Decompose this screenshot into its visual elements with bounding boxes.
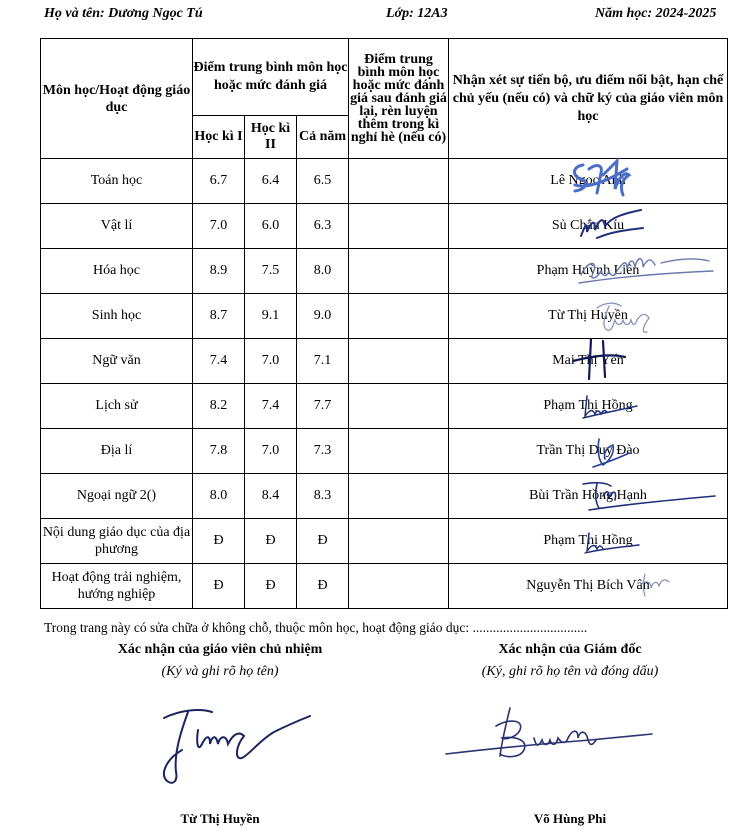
table-row — [41, 519, 728, 564]
table-row — [41, 249, 728, 294]
term1-score: 8.9 — [193, 249, 245, 294]
principal-name: Võ Hùng Phi — [533, 811, 607, 826]
subject-cell: Vật lí — [41, 204, 193, 249]
year-score: Đ — [297, 519, 349, 564]
reassessment-cell — [349, 429, 449, 474]
year-score: 8.0 — [297, 249, 349, 294]
subject-cell: Sinh học — [41, 294, 193, 339]
term2-score: Đ — [245, 519, 297, 564]
teacher-signature — [579, 386, 639, 426]
class-label: Lớp: 12A3 — [386, 6, 448, 21]
teacher-signature — [577, 251, 717, 291]
teacher-name: Bùi Trần Hồng Hạnh — [529, 488, 647, 503]
teacher-signature — [591, 296, 661, 336]
reassessment-cell — [349, 519, 449, 564]
term1-score: Đ — [193, 564, 245, 609]
reassessment-cell — [349, 339, 449, 384]
homeroom-confirm-title: Xác nhận của giáo viên chủ nhiệm — [117, 642, 323, 657]
teacher-signature — [569, 335, 629, 383]
year-score: 6.5 — [297, 159, 349, 204]
school-year: Năm học: 2024-2025 — [595, 6, 717, 21]
homeroom-confirm-sub: (Ký và ghi rõ họ tên) — [161, 664, 279, 679]
homeroom-signature — [150, 700, 320, 790]
term1-header: Học kì I — [193, 116, 245, 159]
teacher-cell — [449, 564, 728, 609]
reassessment-cell — [349, 159, 449, 204]
term2-score: 7.0 — [245, 339, 297, 384]
subject-cell: Lịch sử — [41, 384, 193, 429]
year-score: 6.3 — [297, 204, 349, 249]
teacher-name: Phạm Thị Hồng — [543, 533, 633, 548]
reassessment-cell — [349, 294, 449, 339]
table-row — [41, 384, 728, 429]
year-score: 9.0 — [297, 294, 349, 339]
subject-cell: Ngữ văn — [41, 339, 193, 384]
year-score: 7.3 — [297, 429, 349, 474]
teacher-cell — [449, 249, 728, 294]
term2-score: 6.4 — [245, 159, 297, 204]
table-row — [41, 564, 728, 609]
term1-score: 8.0 — [193, 474, 245, 519]
term1-score: 7.8 — [193, 429, 245, 474]
table-row — [41, 159, 728, 204]
teacher-cell — [449, 429, 728, 474]
term2-score: 8.4 — [245, 474, 297, 519]
subject-cell: Toán học — [41, 159, 193, 204]
term2-score: 7.4 — [245, 384, 297, 429]
table-row — [41, 474, 728, 519]
term2-score: 7.5 — [245, 249, 297, 294]
term1-score: 6.7 — [193, 159, 245, 204]
term2-score: Đ — [245, 564, 297, 609]
teacher-name: Phạm Huỳnh Liên — [536, 263, 640, 278]
term2-score: 9.1 — [245, 294, 297, 339]
term2-score: 6.0 — [245, 204, 297, 249]
teacher-cell — [449, 384, 728, 429]
year-score: 7.1 — [297, 339, 349, 384]
grades-table — [40, 38, 728, 609]
table-row — [41, 294, 728, 339]
teacher-signature — [567, 155, 633, 201]
teacher-cell — [449, 519, 728, 564]
table-row — [41, 429, 728, 474]
teacher-cell — [449, 159, 728, 204]
teacher-signature — [635, 566, 675, 606]
teacher-name: Mai Thị Yến — [552, 353, 624, 368]
year-score: 8.3 — [297, 474, 349, 519]
term1-score: 8.7 — [193, 294, 245, 339]
correction-note: Trong trang này có sửa chữa ở không chỗ, thuộc môn học, hoạt động giáo dục: .................................. — [44, 620, 588, 635]
subject-cell: Ngoại ngữ 2() — [41, 474, 193, 519]
principal-confirm-title: Xác nhận của Giám đốc — [498, 642, 642, 657]
teacher-cell — [449, 339, 728, 384]
reassessment-cell — [349, 474, 449, 519]
teacher-name: Sủ Chắn Kíu — [551, 218, 625, 233]
reassessment-cell — [349, 204, 449, 249]
subject-cell: Hóa học — [41, 249, 193, 294]
teacher-signature — [579, 476, 719, 516]
teacher-name: Phạm Thị Hồng — [543, 398, 633, 413]
term2-header: Học kì II — [245, 116, 297, 159]
principal-signature — [440, 700, 660, 780]
teacher-cell — [449, 204, 728, 249]
term1-score: 8.2 — [193, 384, 245, 429]
principal-confirm-sub: (Ký, ghi rõ họ tên và đóng dấu) — [481, 664, 659, 679]
subject-cell: Hoạt động trải nghiệm, hướng nghiệp — [41, 564, 193, 609]
year-header: Cả năm — [297, 116, 349, 159]
teacher-name: Từ Thị Huyền — [548, 308, 628, 323]
teacher-name: Lê Ngọc Anh — [550, 173, 626, 188]
subject-cell: Nội dung giáo dục của địa phương — [41, 519, 193, 564]
term1-score: 7.4 — [193, 339, 245, 384]
teacher-cell — [449, 294, 728, 339]
teacher-name: Nguyễn Thị Bích Vân — [526, 578, 650, 593]
subject-cell: Địa lí — [41, 429, 193, 474]
remarks-header: Nhận xét sự tiến bộ, ưu điểm nổi bật, hạn chế chủ yếu (nếu có) và chữ ký của giáo viên môn học — [449, 39, 728, 159]
reassessment-cell — [349, 564, 449, 609]
teacher-cell — [449, 474, 728, 519]
reassessment-cell — [349, 249, 449, 294]
term1-score: Đ — [193, 519, 245, 564]
homeroom-teacher-name: Từ Thị Huyền — [180, 811, 260, 826]
reassessment-header: Điểm trung bình môn học hoặc mức đánh giá sau đánh giá lại, rèn luyện thêm trong kì nghỉ hè (nếu có) — [349, 39, 449, 159]
student-name: Họ và tên: Dương Ngọc Tú — [44, 6, 203, 21]
teacher-signature — [589, 431, 639, 471]
year-score: Đ — [297, 564, 349, 609]
subject-header: Môn học/Hoạt động giáo dục — [41, 39, 193, 159]
table-row — [41, 339, 728, 384]
average-header: Điểm trung bình môn học hoặc mức đánh giá — [193, 39, 349, 116]
reassessment-cell — [349, 384, 449, 429]
term1-score: 7.0 — [193, 204, 245, 249]
term2-score: 7.0 — [245, 429, 297, 474]
teacher-signature — [581, 521, 641, 561]
year-score: 7.7 — [297, 384, 349, 429]
teacher-signature — [577, 206, 647, 246]
table-row — [41, 204, 728, 249]
teacher-name: Trần Thị Duy Đào — [536, 443, 640, 458]
